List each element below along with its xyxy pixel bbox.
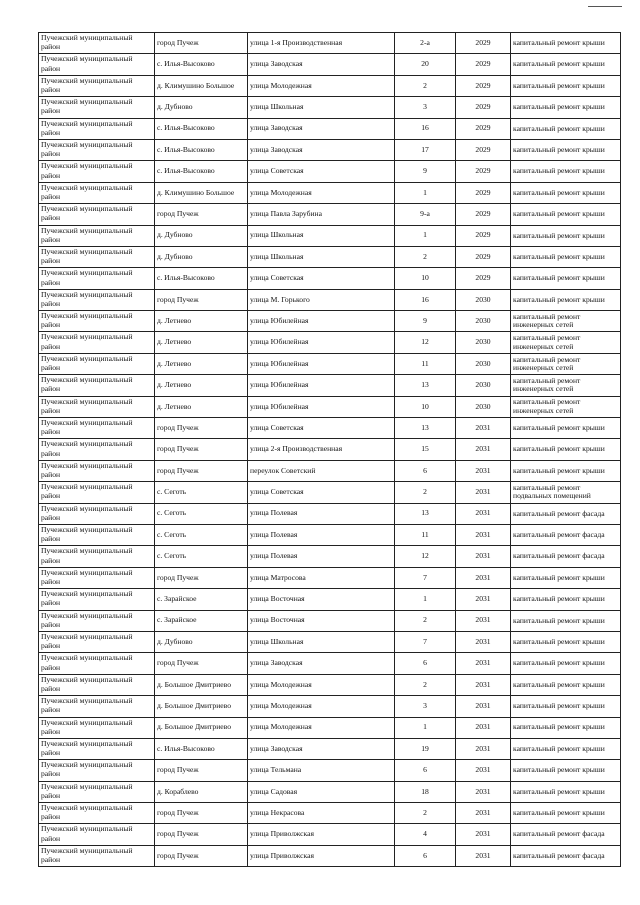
street-cell: улица Школьная [248, 97, 395, 118]
district-cell: Пучежский муниципальный район [39, 653, 155, 674]
house-number-cell: 1 [395, 589, 456, 610]
street-cell: улица Садовая [248, 781, 395, 802]
district-cell: Пучежский муниципальный район [39, 268, 155, 289]
house-number-cell: 9 [395, 161, 456, 182]
table-row [39, 439, 621, 460]
district-cell: Пучежский муниципальный район [39, 182, 155, 203]
locality-cell: город Пучеж [155, 460, 248, 481]
street-cell: улица Юбилейная [248, 332, 395, 353]
street-cell: улица Школьная [248, 631, 395, 652]
house-number-cell: 16 [395, 289, 456, 310]
district-cell: Пучежский муниципальный район [39, 353, 155, 374]
year-cell: 2030 [456, 396, 511, 417]
district-cell: Пучежский муниципальный район [39, 760, 155, 781]
year-cell: 2031 [456, 653, 511, 674]
locality-cell: д. Дубново [155, 225, 248, 246]
locality-cell: с. Зарайское [155, 589, 248, 610]
work-type-cell: капитальный ремонт крыши [511, 717, 621, 738]
scan-artifact [588, 6, 622, 7]
street-cell: улица Советская [248, 482, 395, 503]
locality-cell: д. Летнево [155, 375, 248, 396]
street-cell: улица Советская [248, 268, 395, 289]
street-cell: улица Полевая [248, 546, 395, 567]
table-row [39, 268, 621, 289]
table-row [39, 225, 621, 246]
district-cell: Пучежский муниципальный район [39, 674, 155, 695]
house-number-cell: 20 [395, 54, 456, 75]
district-cell: Пучежский муниципальный район [39, 546, 155, 567]
street-cell: улица Школьная [248, 246, 395, 267]
house-number-cell: 2 [395, 610, 456, 631]
district-cell: Пучежский муниципальный район [39, 332, 155, 353]
work-type-cell: капитальный ремонт крыши [511, 738, 621, 759]
table-row [39, 118, 621, 139]
street-cell: улица Заводская [248, 54, 395, 75]
work-type-cell: капитальный ремонт крыши [511, 97, 621, 118]
work-type-cell: капитальный ремонт крыши [511, 139, 621, 160]
table-row [39, 311, 621, 332]
work-type-cell: капитальный ремонт крыши [511, 289, 621, 310]
year-cell: 2031 [456, 781, 511, 802]
street-cell: улица Приволжская [248, 824, 395, 845]
house-number-cell: 15 [395, 439, 456, 460]
street-cell: улица Заводская [248, 118, 395, 139]
house-number-cell: 3 [395, 696, 456, 717]
year-cell: 2031 [456, 803, 511, 824]
work-type-cell: капитальный ремонт инженерных сетей [511, 311, 621, 332]
district-cell: Пучежский муниципальный район [39, 781, 155, 802]
street-cell: улица Восточная [248, 589, 395, 610]
street-cell: улица 2-я Производственная [248, 439, 395, 460]
house-number-cell: 1 [395, 717, 456, 738]
locality-cell: с. Илья-Высоково [155, 738, 248, 759]
work-type-cell: капитальный ремонт крыши [511, 268, 621, 289]
locality-cell: с. Илья-Высоково [155, 54, 248, 75]
table-row [39, 717, 621, 738]
house-number-cell: 6 [395, 460, 456, 481]
table-row [39, 760, 621, 781]
year-cell: 2029 [456, 225, 511, 246]
district-cell: Пучежский муниципальный район [39, 33, 155, 54]
locality-cell: город Пучеж [155, 204, 248, 225]
year-cell: 2030 [456, 375, 511, 396]
table-row [39, 589, 621, 610]
work-type-cell: капитальный ремонт крыши [511, 803, 621, 824]
locality-cell: город Пучеж [155, 760, 248, 781]
year-cell: 2031 [456, 589, 511, 610]
house-number-cell: 13 [395, 375, 456, 396]
year-cell: 2030 [456, 332, 511, 353]
district-cell: Пучежский муниципальный район [39, 204, 155, 225]
year-cell: 2029 [456, 204, 511, 225]
table-row [39, 332, 621, 353]
locality-cell: д. Большое Дмитриево [155, 696, 248, 717]
year-cell: 2031 [456, 567, 511, 588]
street-cell: улица Молодежная [248, 674, 395, 695]
district-cell: Пучежский муниципальный район [39, 118, 155, 139]
year-cell: 2029 [456, 139, 511, 160]
street-cell: улица Молодежная [248, 75, 395, 96]
district-cell: Пучежский муниципальный район [39, 589, 155, 610]
year-cell: 2029 [456, 118, 511, 139]
year-cell: 2029 [456, 246, 511, 267]
work-type-cell: капитальный ремонт крыши [511, 54, 621, 75]
table-row [39, 696, 621, 717]
work-type-cell: капитальный ремонт крыши [511, 225, 621, 246]
locality-cell: с. Илья-Высоково [155, 118, 248, 139]
work-type-cell: капитальный ремонт крыши [511, 696, 621, 717]
street-cell: улица Советская [248, 418, 395, 439]
year-cell: 2029 [456, 268, 511, 289]
house-number-cell: 4 [395, 824, 456, 845]
district-cell: Пучежский муниципальный район [39, 567, 155, 588]
house-number-cell: 7 [395, 631, 456, 652]
house-number-cell: 11 [395, 524, 456, 545]
table-row [39, 246, 621, 267]
work-type-cell: капитальный ремонт крыши [511, 631, 621, 652]
district-cell: Пучежский муниципальный район [39, 54, 155, 75]
district-cell: Пучежский муниципальный район [39, 738, 155, 759]
locality-cell: с. Сеготь [155, 482, 248, 503]
table-body [39, 33, 621, 867]
locality-cell: город Пучеж [155, 653, 248, 674]
work-type-cell: капитальный ремонт фасада [511, 824, 621, 845]
locality-cell: город Пучеж [155, 418, 248, 439]
table-row [39, 503, 621, 524]
work-type-cell: капитальный ремонт фасада [511, 546, 621, 567]
year-cell: 2029 [456, 54, 511, 75]
year-cell: 2029 [456, 182, 511, 203]
house-number-cell: 12 [395, 332, 456, 353]
locality-cell: город Пучеж [155, 803, 248, 824]
house-number-cell: 2 [395, 246, 456, 267]
year-cell: 2029 [456, 97, 511, 118]
locality-cell: с. Сеготь [155, 524, 248, 545]
table-row [39, 567, 621, 588]
work-type-cell: капитальный ремонт крыши [511, 75, 621, 96]
year-cell: 2031 [456, 610, 511, 631]
locality-cell: д. Дубново [155, 97, 248, 118]
district-cell: Пучежский муниципальный район [39, 803, 155, 824]
street-cell: улица Тельмана [248, 760, 395, 781]
work-type-cell: капитальный ремонт крыши [511, 161, 621, 182]
district-cell: Пучежский муниципальный район [39, 161, 155, 182]
work-type-cell: капитальный ремонт крыши [511, 33, 621, 54]
street-cell: переулок Советский [248, 460, 395, 481]
table-row [39, 738, 621, 759]
locality-cell: д. Климушино Большое [155, 182, 248, 203]
year-cell: 2029 [456, 75, 511, 96]
locality-cell: д. Климушино Большое [155, 75, 248, 96]
locality-cell: д. Дубново [155, 631, 248, 652]
locality-cell: д. Летнево [155, 311, 248, 332]
street-cell: улица Юбилейная [248, 396, 395, 417]
work-type-cell: капитальный ремонт инженерных сетей [511, 353, 621, 374]
year-cell: 2031 [456, 717, 511, 738]
locality-cell: с. Зарайское [155, 610, 248, 631]
work-type-cell: капитальный ремонт крыши [511, 439, 621, 460]
street-cell: улица Матросова [248, 567, 395, 588]
street-cell: улица Полевая [248, 503, 395, 524]
house-number-cell: 6 [395, 653, 456, 674]
street-cell: улица Приволжская [248, 845, 395, 866]
locality-cell: город Пучеж [155, 845, 248, 866]
locality-cell: д. Кораблево [155, 781, 248, 802]
house-number-cell: 19 [395, 738, 456, 759]
year-cell: 2031 [456, 482, 511, 503]
locality-cell: город Пучеж [155, 567, 248, 588]
year-cell: 2031 [456, 439, 511, 460]
work-type-cell: капитальный ремонт фасада [511, 503, 621, 524]
house-number-cell: 11 [395, 353, 456, 374]
table-row [39, 653, 621, 674]
table-row [39, 631, 621, 652]
district-cell: Пучежский муниципальный район [39, 482, 155, 503]
table-row [39, 54, 621, 75]
house-number-cell: 3 [395, 97, 456, 118]
house-number-cell: 1 [395, 225, 456, 246]
house-number-cell: 10 [395, 396, 456, 417]
locality-cell: город Пучеж [155, 289, 248, 310]
table-row [39, 674, 621, 695]
street-cell: улица Молодежная [248, 182, 395, 203]
year-cell: 2031 [456, 546, 511, 567]
house-number-cell: 6 [395, 845, 456, 866]
house-number-cell: 13 [395, 503, 456, 524]
house-number-cell: 2 [395, 482, 456, 503]
district-cell: Пучежский муниципальный район [39, 439, 155, 460]
table-row [39, 803, 621, 824]
repair-schedule-table [38, 32, 621, 867]
street-cell: улица Юбилейная [248, 375, 395, 396]
work-type-cell: капитальный ремонт инженерных сетей [511, 332, 621, 353]
district-cell: Пучежский муниципальный район [39, 845, 155, 866]
year-cell: 2031 [456, 418, 511, 439]
table-row [39, 33, 621, 54]
year-cell: 2031 [456, 503, 511, 524]
work-type-cell: капитальный ремонт подвальных помещений [511, 482, 621, 503]
house-number-cell: 1 [395, 182, 456, 203]
district-cell: Пучежский муниципальный район [39, 396, 155, 417]
locality-cell: д. Летнево [155, 396, 248, 417]
table-row [39, 396, 621, 417]
year-cell: 2029 [456, 33, 511, 54]
district-cell: Пучежский муниципальный район [39, 717, 155, 738]
house-number-cell: 6 [395, 760, 456, 781]
table-row [39, 546, 621, 567]
work-type-cell: капитальный ремонт фасада [511, 845, 621, 866]
year-cell: 2031 [456, 824, 511, 845]
street-cell: улица Заводская [248, 139, 395, 160]
table-row [39, 610, 621, 631]
street-cell: улица Полевая [248, 524, 395, 545]
work-type-cell: капитальный ремонт инженерных сетей [511, 396, 621, 417]
table-row [39, 182, 621, 203]
table-row [39, 353, 621, 374]
house-number-cell: 2-а [395, 33, 456, 54]
year-cell: 2031 [456, 674, 511, 695]
street-cell: улица Юбилейная [248, 311, 395, 332]
table-row [39, 418, 621, 439]
work-type-cell: капитальный ремонт инженерных сетей [511, 375, 621, 396]
locality-cell: с. Илья-Высоково [155, 139, 248, 160]
district-cell: Пучежский муниципальный район [39, 460, 155, 481]
street-cell: улица Заводская [248, 653, 395, 674]
locality-cell: город Пучеж [155, 33, 248, 54]
street-cell: улица Заводская [248, 738, 395, 759]
house-number-cell: 2 [395, 75, 456, 96]
street-cell: улица Павла Зарубина [248, 204, 395, 225]
district-cell: Пучежский муниципальный район [39, 246, 155, 267]
year-cell: 2031 [456, 524, 511, 545]
district-cell: Пучежский муниципальный район [39, 225, 155, 246]
table-row [39, 161, 621, 182]
house-number-cell: 2 [395, 674, 456, 695]
locality-cell: с. Сеготь [155, 503, 248, 524]
street-cell: улица Советская [248, 161, 395, 182]
work-type-cell: капитальный ремонт крыши [511, 674, 621, 695]
district-cell: Пучежский муниципальный район [39, 139, 155, 160]
street-cell: улица Школьная [248, 225, 395, 246]
locality-cell: город Пучеж [155, 824, 248, 845]
locality-cell: д. Летнево [155, 332, 248, 353]
work-type-cell: капитальный ремонт крыши [511, 760, 621, 781]
street-cell: улица М. Горького [248, 289, 395, 310]
locality-cell: с. Илья-Высоково [155, 161, 248, 182]
district-cell: Пучежский муниципальный район [39, 696, 155, 717]
table-row [39, 139, 621, 160]
year-cell: 2029 [456, 161, 511, 182]
locality-cell: д. Летнево [155, 353, 248, 374]
house-number-cell: 17 [395, 139, 456, 160]
district-cell: Пучежский муниципальный район [39, 289, 155, 310]
locality-cell: д. Большое Дмитриево [155, 717, 248, 738]
house-number-cell: 13 [395, 418, 456, 439]
district-cell: Пучежский муниципальный район [39, 97, 155, 118]
table-row [39, 204, 621, 225]
table-row [39, 97, 621, 118]
table-row [39, 482, 621, 503]
house-number-cell: 12 [395, 546, 456, 567]
year-cell: 2031 [456, 631, 511, 652]
work-type-cell: капитальный ремонт крыши [511, 418, 621, 439]
street-cell: улица 1-я Производственная [248, 33, 395, 54]
work-type-cell: капитальный ремонт крыши [511, 460, 621, 481]
table-row [39, 289, 621, 310]
locality-cell: город Пучеж [155, 439, 248, 460]
district-cell: Пучежский муниципальный район [39, 418, 155, 439]
work-type-cell: капитальный ремонт крыши [511, 567, 621, 588]
locality-cell: с. Илья-Высоково [155, 268, 248, 289]
year-cell: 2030 [456, 353, 511, 374]
locality-cell: д. Большое Дмитриево [155, 674, 248, 695]
locality-cell: с. Сеготь [155, 546, 248, 567]
year-cell: 2031 [456, 845, 511, 866]
locality-cell: д. Дубново [155, 246, 248, 267]
year-cell: 2031 [456, 460, 511, 481]
street-cell: улица Молодежная [248, 717, 395, 738]
street-cell: улица Некрасова [248, 803, 395, 824]
work-type-cell: капитальный ремонт крыши [511, 781, 621, 802]
house-number-cell: 10 [395, 268, 456, 289]
house-number-cell: 2 [395, 803, 456, 824]
district-cell: Пучежский муниципальный район [39, 311, 155, 332]
table-row [39, 845, 621, 866]
street-cell: улица Молодежная [248, 696, 395, 717]
district-cell: Пучежский муниципальный район [39, 503, 155, 524]
district-cell: Пучежский муниципальный район [39, 631, 155, 652]
year-cell: 2031 [456, 760, 511, 781]
repair-schedule-table-wrapper [38, 32, 616, 867]
district-cell: Пучежский муниципальный район [39, 524, 155, 545]
table-row [39, 75, 621, 96]
house-number-cell: 9-а [395, 204, 456, 225]
year-cell: 2031 [456, 738, 511, 759]
work-type-cell: капитальный ремонт крыши [511, 610, 621, 631]
street-cell: улица Восточная [248, 610, 395, 631]
house-number-cell: 7 [395, 567, 456, 588]
work-type-cell: капитальный ремонт крыши [511, 589, 621, 610]
table-row [39, 781, 621, 802]
house-number-cell: 18 [395, 781, 456, 802]
district-cell: Пучежский муниципальный район [39, 610, 155, 631]
work-type-cell: капитальный ремонт крыши [511, 182, 621, 203]
district-cell: Пучежский муниципальный район [39, 75, 155, 96]
street-cell: улица Юбилейная [248, 353, 395, 374]
work-type-cell: капитальный ремонт крыши [511, 118, 621, 139]
year-cell: 2030 [456, 311, 511, 332]
work-type-cell: капитальный ремонт крыши [511, 653, 621, 674]
work-type-cell: капитальный ремонт крыши [511, 246, 621, 267]
house-number-cell: 16 [395, 118, 456, 139]
table-row [39, 524, 621, 545]
table-row [39, 375, 621, 396]
table-row [39, 460, 621, 481]
house-number-cell: 9 [395, 311, 456, 332]
year-cell: 2031 [456, 696, 511, 717]
district-cell: Пучежский муниципальный район [39, 824, 155, 845]
table-row [39, 824, 621, 845]
work-type-cell: капитальный ремонт крыши [511, 204, 621, 225]
work-type-cell: капитальный ремонт фасада [511, 524, 621, 545]
district-cell: Пучежский муниципальный район [39, 375, 155, 396]
year-cell: 2030 [456, 289, 511, 310]
